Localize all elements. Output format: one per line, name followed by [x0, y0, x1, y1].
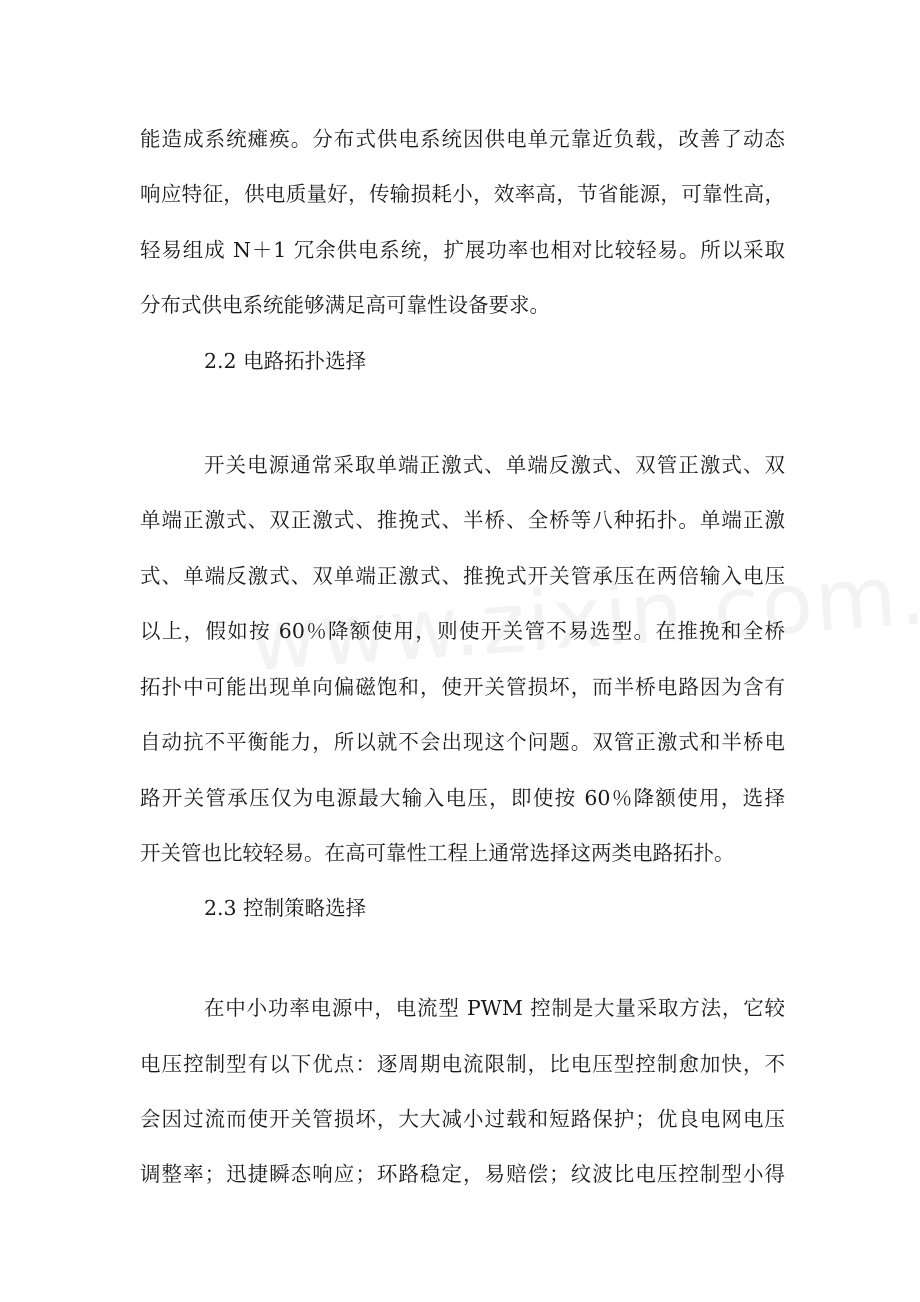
s23-line-1: 在中小功率电源中，电流型 PWM 控制是大量采取方法，它较 — [204, 996, 785, 1020]
section-2-2-heading: 2.2 电路拓扑选择 — [204, 349, 367, 373]
s22-line-6: 自动抗不平衡能力，所以就不会出现这个问题。双管正激式和半桥电 — [140, 730, 785, 754]
s23-line-3: 会因过流而使开关管损坏，大大减小过载和短路保护；优良电网电压 — [140, 1107, 785, 1131]
s22-line-1: 开关电源通常采取单端正激式、单端反激式、双管正激式、双 — [204, 453, 785, 477]
s22-line-3: 式、单端反激式、双单端正激式、推挽式开关管承压在两倍输入电压 — [140, 564, 785, 588]
s23-line-2: 电压控制型有以下优点：逐周期电流限制，比电压型控制愈加快，不 — [140, 1052, 785, 1076]
watermark — [246, 538, 920, 690]
s22-line-8: 开关管也比较轻易。在高可靠性工程上通常选择这两类电路拓扑。 — [140, 841, 735, 865]
intro-line-2: 响应特征，供电质量好，传输损耗小，效率高，节省能源，可靠性高， — [140, 182, 785, 206]
s22-line-5: 拓扑中可能出现单向偏磁饱和，使开关管损坏，而半桥电路因为含有 — [140, 675, 785, 699]
s23-line-4: 调整率；迅捷瞬态响应；环路稳定，易赔偿；纹波比电压控制型小得 — [140, 1162, 785, 1186]
s22-line-4: 以上，假如按 60％降额使用，则使开关管不易选型。在推挽和全桥 — [140, 619, 785, 643]
s22-line-2: 单端正激式、双正激式、推挽式、半桥、全桥等八种拓扑。单端正激 — [140, 508, 785, 532]
intro-line-1: 能造成系统瘫痪。分布式供电系统因供电单元靠近负载，改善了动态 — [140, 127, 785, 151]
intro-line-3: 轻易组成 N＋1 冗余供电系统，扩展功率也相对比较轻易。所以采取 — [140, 238, 785, 262]
s22-line-7: 路开关管承压仅为电源最大输入电压，即使按 60％降额使用，选择 — [140, 786, 785, 810]
intro-line-4: 分布式供电系统能够满足高可靠性设备要求。 — [140, 293, 550, 317]
section-2-3-heading: 2.3 控制策略选择 — [204, 896, 367, 920]
